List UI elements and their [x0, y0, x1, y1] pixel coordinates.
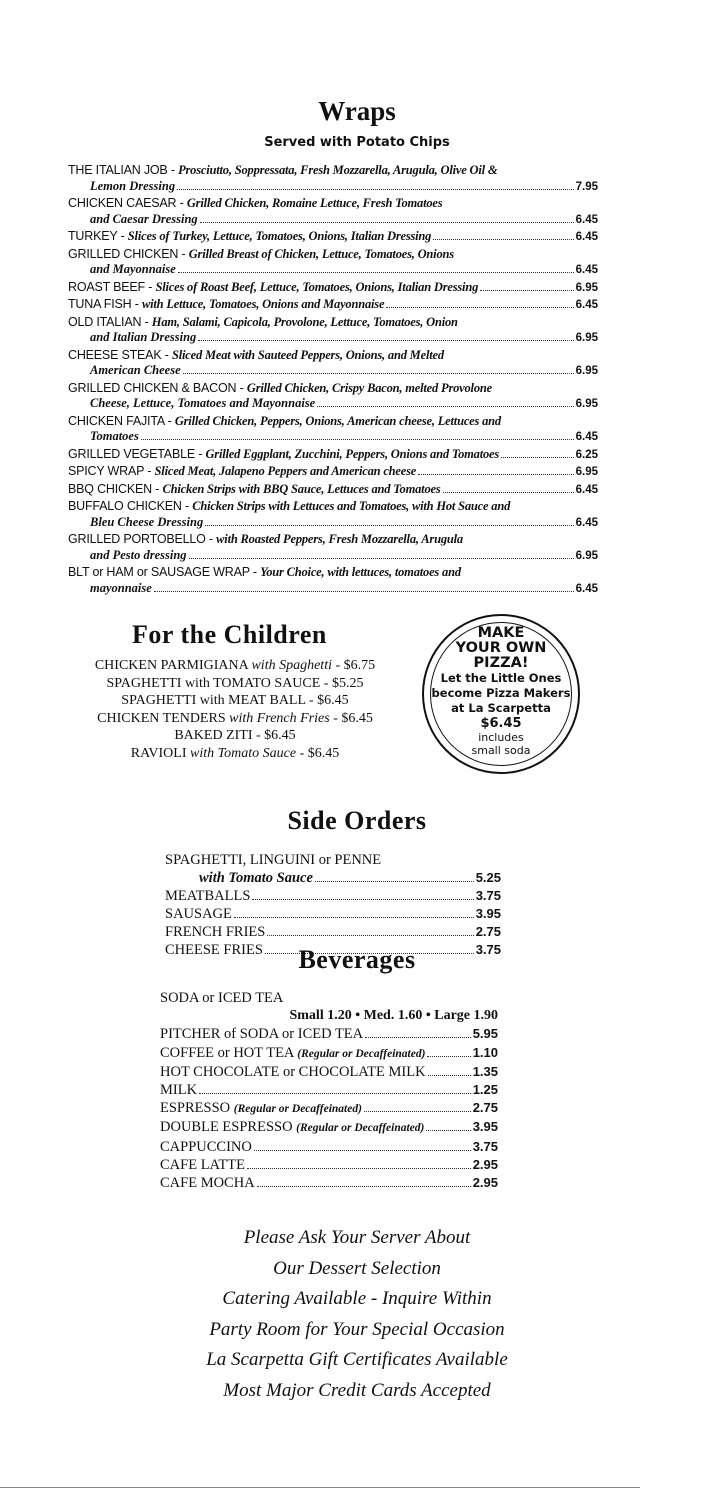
children-item-name: CHICKEN PARMIGIANA: [94, 658, 252, 673]
beverage-row: [160, 1138, 498, 1156]
wrap-item-line: [68, 564, 598, 581]
footer-line-credit-cards: Most Major Credit Cards Accepted: [223, 1379, 491, 1401]
badge-price: $6.45: [480, 716, 522, 731]
dot-leader: [252, 899, 473, 900]
dot-leader: [177, 189, 574, 190]
side-order-name: SAUSAGE: [165, 906, 232, 922]
wrap-item-leader: [68, 363, 598, 380]
side-order-price: 3.75: [475, 942, 501, 957]
children-title: For the Children: [132, 620, 327, 649]
wrap-item-line: [68, 413, 598, 430]
wrap-item-text: [68, 463, 416, 480]
wrap-item-description: with Roasted Peppers, Fresh Mozzarella, Arugula: [216, 532, 463, 546]
wrap-item-name: GRILLED CHICKEN & BACON -: [68, 380, 247, 395]
wrap-item-line: [68, 314, 598, 331]
footer-line-party-room: Party Room for Your Special Occasion: [209, 1318, 505, 1340]
badge-line-la-scarpetta: at La Scarpetta: [451, 701, 551, 715]
wraps-title: Wraps: [318, 96, 396, 126]
beverage-name: [160, 1099, 362, 1118]
dot-leader: [154, 591, 574, 592]
side-orders-title: Side Orders: [287, 806, 427, 835]
beverage-row: [160, 1063, 498, 1081]
wrap-item-description-cont: Lemon Dressing: [90, 178, 176, 193]
wrap-item-price: 6.45: [575, 213, 598, 226]
side-order-name: MEATBALLS: [165, 888, 251, 904]
dot-leader: [386, 307, 573, 308]
beverage-name: [160, 1118, 424, 1137]
wrap-item: [68, 314, 598, 347]
wrap-item-text: [68, 296, 384, 313]
wrap-item: [68, 162, 598, 195]
beverage-name: [160, 1156, 245, 1174]
wrap-item-leader: [68, 212, 598, 229]
wrap-item: [68, 446, 598, 464]
wrap-item-price: 6.95: [575, 398, 598, 410]
wrap-item-text: [68, 279, 478, 296]
wrap-item-price: 6.95: [575, 365, 598, 377]
side-order-row: [165, 905, 501, 923]
wrap-item-name: BBQ CHICKEN -: [68, 481, 163, 496]
children-item-price: - $6.45: [329, 710, 373, 726]
wrap-item-name: BUFFALO CHICKEN -: [68, 499, 193, 513]
wrap-item-leader: [68, 446, 598, 464]
dot-leader: [267, 935, 473, 936]
dot-leader: [480, 290, 573, 291]
badge-line-pizza: PIZZA!: [473, 655, 529, 671]
wrap-item-description-cont: and Caesar Dressing: [90, 211, 198, 226]
beverage-name-text: PITCHER of SODA or ICED TEA: [160, 1026, 364, 1043]
wrap-item-text: [68, 228, 431, 245]
wrap-item-line: [68, 195, 598, 212]
wrap-item-description: Prosciutto, Soppressata, Fresh Mozzarella, Arugula, Olive Oil &: [178, 163, 498, 177]
wrap-item-name: TUNA FISH -: [68, 297, 142, 311]
wrap-item-name: OLD ITALIAN -: [68, 314, 152, 329]
wrap-item-line: [68, 347, 598, 364]
dot-leader: [426, 1130, 470, 1131]
beverage-name: [160, 1063, 426, 1081]
footer-line-catering: Catering Available - Inquire Within: [222, 1288, 492, 1309]
wrap-item-text: [68, 446, 499, 463]
wrap-item-line: [68, 531, 598, 548]
beverage-price: 1.10: [472, 1044, 498, 1060]
dot-leader: [205, 525, 573, 526]
beverage-name-text: ESPRESSO: [160, 1100, 234, 1117]
wrap-item-name: GRILLED CHICKEN -: [68, 246, 189, 261]
wrap-item-name: CHICKEN FAJITA -: [68, 413, 175, 428]
wrap-item-leader: [68, 581, 598, 598]
wrap-item-name: TURKEY -: [68, 229, 128, 243]
wraps-list: [68, 162, 598, 597]
wrap-item-line: [68, 246, 598, 263]
children-item-name: SPAGHETTI with TOMATO SAUCE - $5.25: [106, 675, 364, 691]
side-orders-header: SPAGHETTI, LINGUINI or PENNE: [165, 852, 382, 868]
wrap-item: [68, 228, 598, 246]
beverage-name-text: HOT CHOCOLATE or CHOCOLATE MILK: [160, 1063, 426, 1080]
wrap-item-description: Slices of Roast Beef, Lettuce, Tomatoes, Onions, Italian Dressing: [155, 279, 479, 294]
badge-line-make: MAKE: [477, 625, 525, 641]
beverage-name-text: MILK: [160, 1082, 198, 1099]
wrap-item-description: Chicken Strips with Lettuces and Tomatoes, with Hot Sauce and: [192, 499, 511, 513]
dot-leader: [315, 881, 474, 882]
wrap-item-description-cont: and Italian Dressing: [90, 330, 197, 344]
beverage-note: (Regular or Decaffeinated): [297, 1047, 426, 1060]
wrap-item: [68, 463, 598, 481]
wrap-item-description-cont: and Mayonnaise: [90, 262, 176, 276]
dot-leader: [189, 558, 574, 559]
wrap-item-price: 6.45: [575, 299, 598, 311]
wrap-item-leader: [68, 481, 598, 499]
wrap-item-price: 6.95: [575, 332, 598, 344]
beverage-price: 3.75: [472, 1138, 498, 1154]
beverage-note: (Regular or Decaffeinated): [296, 1122, 425, 1135]
bottom-rule: [0, 1487, 640, 1488]
beverage-name: [160, 1025, 363, 1043]
children-item-price: - $6.45: [296, 745, 340, 761]
beverage-price: 3.95: [472, 1119, 498, 1135]
dot-leader: [198, 340, 573, 341]
make-your-own-pizza-badge: [422, 614, 580, 774]
wrap-item-name: CHICKEN CAESAR -: [68, 196, 187, 210]
beverage-name-text: CAPPUCCINO: [160, 1138, 252, 1155]
beverages-list: [160, 989, 498, 1192]
wrap-item-leader: [68, 548, 598, 565]
beverage-name-text: COFFEE or HOT TEA: [160, 1044, 298, 1061]
wrap-item-price: 6.45: [575, 582, 598, 595]
beverage-name-text: CAFE LATTE: [160, 1156, 245, 1173]
wrap-item-description: Ham, Salami, Capicola, Provolone, Lettuce, Tomatoes, Onion: [151, 314, 458, 329]
wrap-item-name: BLT or HAM or SAUSAGE WRAP -: [68, 565, 261, 579]
beverage-row: [160, 1118, 498, 1137]
dot-leader: [141, 439, 574, 440]
beverage-price: 5.95: [472, 1026, 498, 1042]
wrap-item-description: Grilled Chicken, Peppers, Onions, American cheese, Lettuces and: [174, 413, 501, 428]
wrap-item-line: [68, 498, 598, 515]
children-item: [60, 745, 410, 763]
wrap-item-description: Chicken Strips with BBQ Sauce, Lettuces and Tomatoes: [162, 481, 441, 496]
wrap-item-line: [68, 380, 598, 397]
wrap-item-description-cont: Bleu Cheese Dressing: [90, 514, 204, 529]
beverage-row: [160, 1099, 498, 1118]
children-item-name: SPAGHETTI with MEAT BALL - $6.45: [121, 693, 349, 708]
beverage-price: 2.95: [472, 1156, 498, 1172]
dot-leader: [428, 1075, 471, 1076]
side-order-row: [165, 923, 501, 941]
dot-leader: [199, 1093, 471, 1094]
side-order-name: with Tomato Sauce: [199, 870, 313, 886]
wrap-item-name: THE ITALIAN JOB -: [68, 163, 179, 177]
dot-leader: [364, 1111, 471, 1112]
dot-leader: [234, 917, 474, 918]
wrap-item: [68, 564, 598, 597]
wrap-item-name: GRILLED VEGETABLE -: [68, 446, 206, 461]
wrap-item-description: Sliced Meat, Jalapeno Peppers and American cheese: [154, 464, 417, 478]
wrap-item-name: GRILLED PORTOBELLO -: [68, 532, 217, 546]
side-order-row: [165, 869, 501, 887]
beverage-row: [160, 1081, 498, 1099]
footer-notes: [0, 1223, 714, 1406]
wrap-item-price: 6.45: [575, 264, 598, 276]
badge-line-your-own: YOUR OWN: [455, 640, 547, 656]
wrap-item-price: 6.45: [575, 231, 598, 243]
wrap-item: [68, 380, 598, 413]
children-item-price: - $6.75: [331, 658, 376, 673]
wrap-item-leader: [68, 330, 598, 347]
wrap-item-description-cont: and Pesto dressing: [90, 547, 187, 562]
children-item: [60, 675, 410, 693]
side-orders-list: [165, 851, 501, 959]
wrap-item-price: 6.25: [575, 448, 598, 461]
wrap-item-price: 6.45: [575, 516, 598, 529]
wrap-item: [68, 296, 598, 314]
beverage-name: [160, 1174, 255, 1192]
dot-leader: [183, 373, 574, 374]
wrap-item-description: Your Choice, with lettuces, tomatoes and: [260, 565, 461, 579]
wrap-item-leader: [68, 463, 598, 481]
beverages-header: SODA or ICED TEA: [160, 990, 284, 1006]
side-order-price: 2.75: [475, 924, 501, 939]
dot-leader: [247, 1168, 471, 1169]
children-item: [60, 692, 410, 710]
wrap-item-leader: [68, 515, 598, 532]
beverages-title: Beverages: [298, 945, 416, 974]
beverage-price: 2.95: [472, 1175, 498, 1191]
dot-leader: [254, 1150, 471, 1151]
wrap-item-line: [68, 162, 598, 179]
dot-leader: [257, 1186, 471, 1187]
footer-line-dessert-ask: Please Ask Your Server About: [243, 1227, 471, 1248]
dot-leader: [427, 1056, 470, 1057]
wrap-item: [68, 481, 598, 499]
footer-line-gift-certificates: La Scarpetta Gift Certificates Available: [206, 1349, 508, 1370]
wrap-item: [68, 531, 598, 564]
beverage-name: [160, 1044, 425, 1063]
wrap-item-leader: [68, 396, 598, 413]
wrap-item: [68, 347, 598, 380]
side-order-row: [165, 887, 501, 905]
wrap-item-name: SPICY WRAP -: [68, 464, 155, 478]
dot-leader: [418, 474, 573, 475]
beverage-name: [160, 1138, 252, 1156]
wrap-item: [68, 195, 598, 228]
badge-line-includes: includes: [478, 731, 524, 744]
wrap-item-name: CHEESE STEAK -: [68, 347, 172, 362]
wrap-item-leader: [68, 228, 598, 246]
children-item-side: with Tomato Sauce: [190, 745, 297, 761]
badge-line-small-soda: small soda: [471, 744, 531, 757]
badge-line-little-ones: Let the Little Ones: [440, 671, 562, 685]
beverage-price: 2.75: [472, 1100, 498, 1116]
beverage-name: [160, 1081, 197, 1099]
wrap-item-description-cont: American Cheese: [90, 363, 181, 377]
beverage-price: 1.35: [472, 1063, 498, 1079]
wrap-item-leader: [68, 262, 598, 279]
wrap-item-price: 6.95: [575, 549, 598, 562]
beverage-row: [160, 1044, 498, 1063]
wrap-item-price: 6.45: [575, 483, 598, 496]
side-order-price: 5.25: [475, 870, 501, 885]
wrap-item-name: ROAST BEEF -: [68, 279, 156, 294]
children-item-name: CHICKEN TENDERS: [97, 710, 230, 726]
beverage-row: [160, 1025, 498, 1043]
soda-sizes-prices: Small 1.20 • Med. 1.60 • Large 1.90: [289, 1008, 498, 1024]
side-order-price: 3.95: [475, 906, 501, 921]
wrap-item-price: 7.95: [575, 180, 598, 193]
children-item-name: BAKED ZITI - $6.45: [174, 728, 296, 743]
wrap-item-description: Sliced Meat with Sauteed Peppers, Onions, and Melted: [171, 347, 444, 362]
wrap-item-description-cont: Cheese, Lettuce, Tomatoes and Mayonnaise: [90, 396, 316, 410]
beverage-price: 1.25: [472, 1082, 498, 1098]
beverage-note: (Regular or Decaffeinated): [233, 1103, 362, 1116]
children-item-side: with Spaghetti: [251, 658, 332, 673]
wrap-item-leader: [68, 429, 598, 446]
wrap-item-price: 6.45: [575, 431, 598, 443]
side-order-price: 3.75: [475, 888, 501, 903]
dot-leader: [200, 222, 574, 223]
wrap-item-leader: [68, 279, 598, 297]
children-item: [60, 727, 410, 745]
wraps-subtitle: Served with Potato Chips: [264, 135, 450, 150]
children-item-name: RAVIOLI: [130, 745, 191, 761]
children-item-side: with French Fries: [229, 710, 330, 726]
wrap-item-description: with Lettuce, Tomatoes, Onions and Mayonnaise: [142, 297, 385, 311]
wrap-item-description-cont: mayonnaise: [90, 580, 152, 595]
beverage-name-text: CAFE MOCHA: [160, 1175, 255, 1192]
wrap-item-leader: [68, 296, 598, 314]
wrap-item: [68, 498, 598, 531]
dot-leader: [433, 239, 573, 240]
wrap-item-description: Slices of Turkey, Lettuce, Tomatoes, Onions, Italian Dressing: [127, 229, 432, 243]
wrap-item: [68, 413, 598, 446]
beverage-row: [160, 1174, 498, 1192]
wrap-item: [68, 279, 598, 297]
beverage-row: [160, 1156, 498, 1174]
children-item: [60, 657, 410, 675]
wrap-item: [68, 246, 598, 279]
side-order-name: FRENCH FRIES: [165, 924, 266, 940]
wrap-item-text: [68, 481, 441, 498]
wrap-item-price: 6.95: [575, 466, 598, 478]
wrap-item-description: Grilled Chicken, Crispy Bacon, melted Provolone: [246, 380, 492, 395]
side-order-name: CHEESE FRIES: [165, 942, 263, 958]
wrap-item-price: 6.95: [575, 281, 598, 294]
children-item: [60, 710, 410, 728]
footer-line-dessert: Our Dessert Selection: [273, 1257, 441, 1279]
dot-leader: [178, 272, 574, 273]
dot-leader: [317, 406, 573, 407]
wrap-item-leader: [68, 179, 598, 196]
beverage-name-text: DOUBLE ESPRESSO: [160, 1119, 297, 1136]
wrap-item-description: Grilled Chicken, Romaine Lettuce, Fresh Tomatoes: [186, 196, 443, 210]
wrap-item-description: Grilled Eggplant, Zucchini, Peppers, Onions and Tomatoes: [205, 446, 500, 461]
dot-leader: [365, 1037, 471, 1038]
wrap-item-description: Grilled Breast of Chicken, Lettuce, Tomatoes, Onions: [188, 246, 454, 261]
badge-line-pizza-makers: become Pizza Makers: [431, 686, 571, 700]
dot-leader: [443, 492, 574, 493]
dot-leader: [501, 457, 574, 458]
children-list: [60, 657, 410, 762]
wrap-item-description-cont: Tomatoes: [90, 429, 139, 443]
